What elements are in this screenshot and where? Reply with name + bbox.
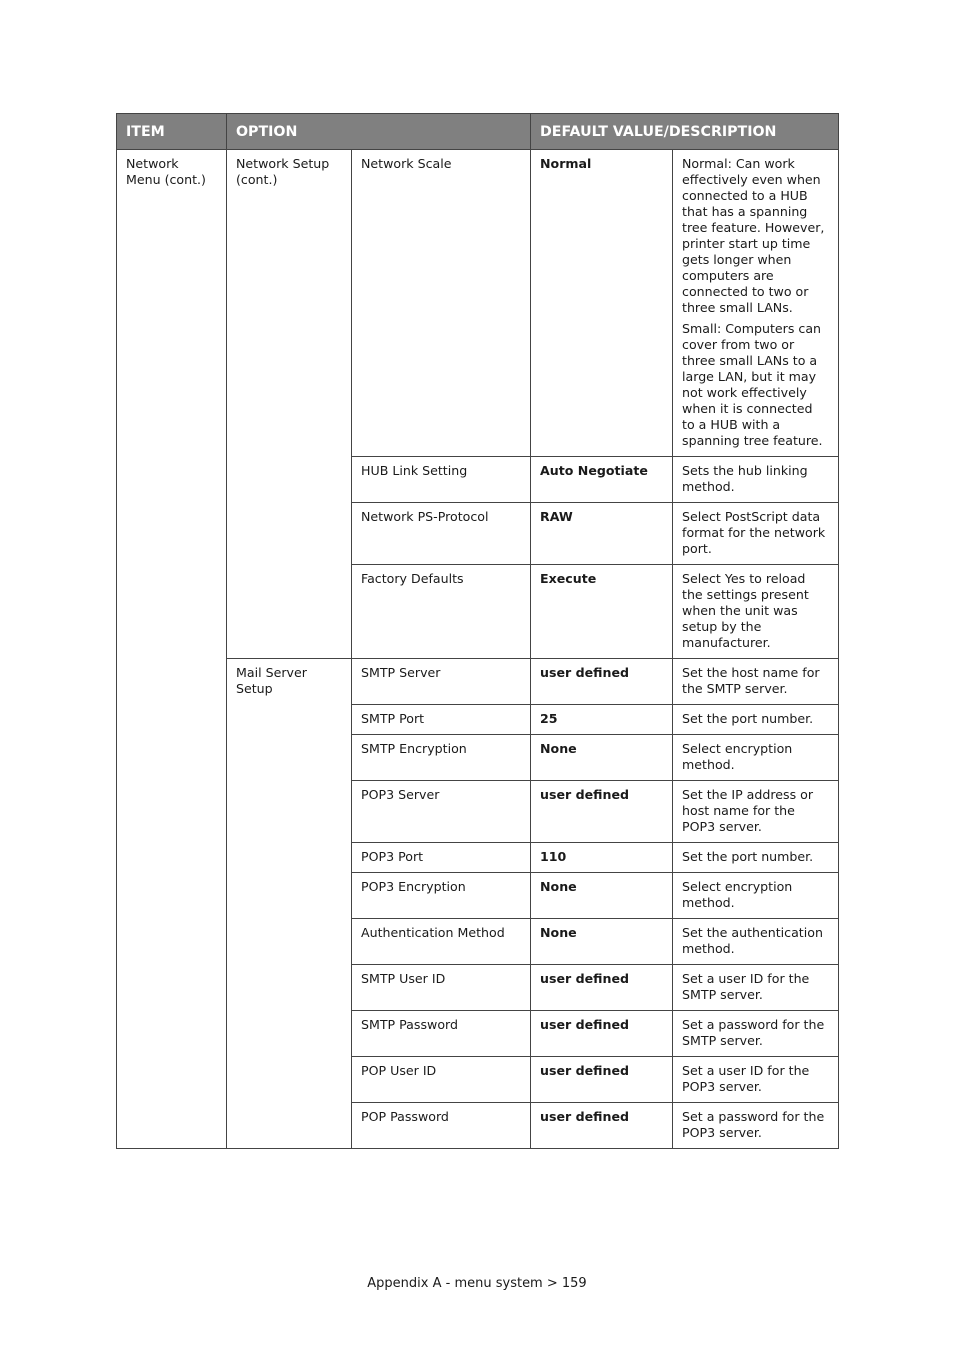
default-value-cell: user defined — [531, 659, 673, 705]
description-cell — [673, 150, 839, 457]
description-cell — [673, 1103, 839, 1149]
setting-name-cell: SMTP Password — [352, 1011, 531, 1057]
description-paragraph: Select encryption method. — [682, 879, 793, 910]
description-cell — [673, 735, 839, 781]
description-paragraph: Set the port number. — [682, 849, 814, 864]
description-paragraph: Select Yes to reload the settings present when the unit was setup by the manufacturer. — [682, 571, 809, 650]
default-value-cell: 25 — [531, 705, 673, 735]
default-value-cell: None — [531, 873, 673, 919]
table-body — [117, 150, 839, 1149]
description-cell — [673, 659, 839, 705]
description-cell — [673, 873, 839, 919]
setting-name-cell: POP User ID — [352, 1057, 531, 1103]
description-paragraph: Set a user ID for the POP3 server. — [682, 1063, 810, 1094]
default-value-cell: RAW — [531, 503, 673, 565]
description-cell — [673, 1011, 839, 1057]
setting-name-cell: HUB Link Setting — [352, 457, 531, 503]
header-default-description: DEFAULT VALUE/DESCRIPTION — [531, 114, 839, 150]
description-cell — [673, 965, 839, 1011]
default-value-cell: user defined — [531, 1057, 673, 1103]
item-cell: Network Menu (cont.) — [117, 150, 227, 1149]
description-paragraph: Select PostScript data format for the network port. — [682, 509, 826, 556]
default-value-cell: 110 — [531, 843, 673, 873]
description-cell — [673, 705, 839, 735]
default-value-cell: None — [531, 919, 673, 965]
description-paragraph: Set the port number. — [682, 711, 814, 726]
description-cell — [673, 781, 839, 843]
option-group-cell: Network Setup (cont.) — [227, 150, 352, 659]
setting-name-cell: SMTP Encryption — [352, 735, 531, 781]
description-paragraph: Set the IP address or host name for the POP3 server. — [682, 787, 814, 834]
setting-name-cell: SMTP User ID — [352, 965, 531, 1011]
default-value-cell: Normal — [531, 150, 673, 457]
description-paragraph: Normal: Can work effectively even when connected to a HUB that has a spanning tree feature. However, printer start up time gets longer when computers are connected to two or three small LANs. — [682, 156, 825, 315]
setting-name-cell: Network Scale — [352, 150, 531, 457]
setting-name-cell: POP Password — [352, 1103, 531, 1149]
default-value-cell: user defined — [531, 965, 673, 1011]
setting-name-cell: SMTP Port — [352, 705, 531, 735]
table-row — [117, 150, 839, 457]
setting-name-cell: SMTP Server — [352, 659, 531, 705]
setting-name-cell: Factory Defaults — [352, 565, 531, 659]
description-cell — [673, 919, 839, 965]
setting-name-cell: POP3 Server — [352, 781, 531, 843]
default-value-cell: Auto Negotiate — [531, 457, 673, 503]
setting-name-cell: Network PS-Protocol — [352, 503, 531, 565]
default-value-cell: user defined — [531, 781, 673, 843]
setting-name-cell: POP3 Encryption — [352, 873, 531, 919]
default-value-cell: user defined — [531, 1011, 673, 1057]
description-paragraph: Select encryption method. — [682, 741, 793, 772]
header-option: OPTION — [227, 114, 531, 150]
description-cell — [673, 1057, 839, 1103]
description-cell — [673, 503, 839, 565]
default-value-cell: Execute — [531, 565, 673, 659]
table-header-row — [117, 114, 839, 150]
page-footer: Appendix A - menu system > 159 — [367, 1276, 587, 1291]
setting-name-cell: Authentication Method — [352, 919, 531, 965]
description-paragraph: Small: Computers can cover from two or three small LANs to a large LAN, but it may not work effectively when it is connected to a HUB with a spanning tree feature. — [682, 321, 823, 448]
description-cell — [673, 843, 839, 873]
description-paragraph: Set a password for the POP3 server. — [682, 1109, 825, 1140]
description-paragraph: Sets the hub linking method. — [682, 463, 808, 494]
description-cell — [673, 565, 839, 659]
description-paragraph: Set the host name for the SMTP server. — [682, 665, 820, 696]
header-item: ITEM — [117, 114, 227, 150]
description-paragraph: Set a password for the SMTP server. — [682, 1017, 825, 1048]
description-paragraph: Set the authentication method. — [682, 925, 823, 956]
description-cell — [673, 457, 839, 503]
description-paragraph: Set a user ID for the SMTP server. — [682, 971, 810, 1002]
option-group-cell: Mail Server Setup — [227, 659, 352, 1149]
default-value-cell: user defined — [531, 1103, 673, 1149]
setting-name-cell: POP3 Port — [352, 843, 531, 873]
menu-table — [116, 113, 839, 1149]
default-value-cell: None — [531, 735, 673, 781]
